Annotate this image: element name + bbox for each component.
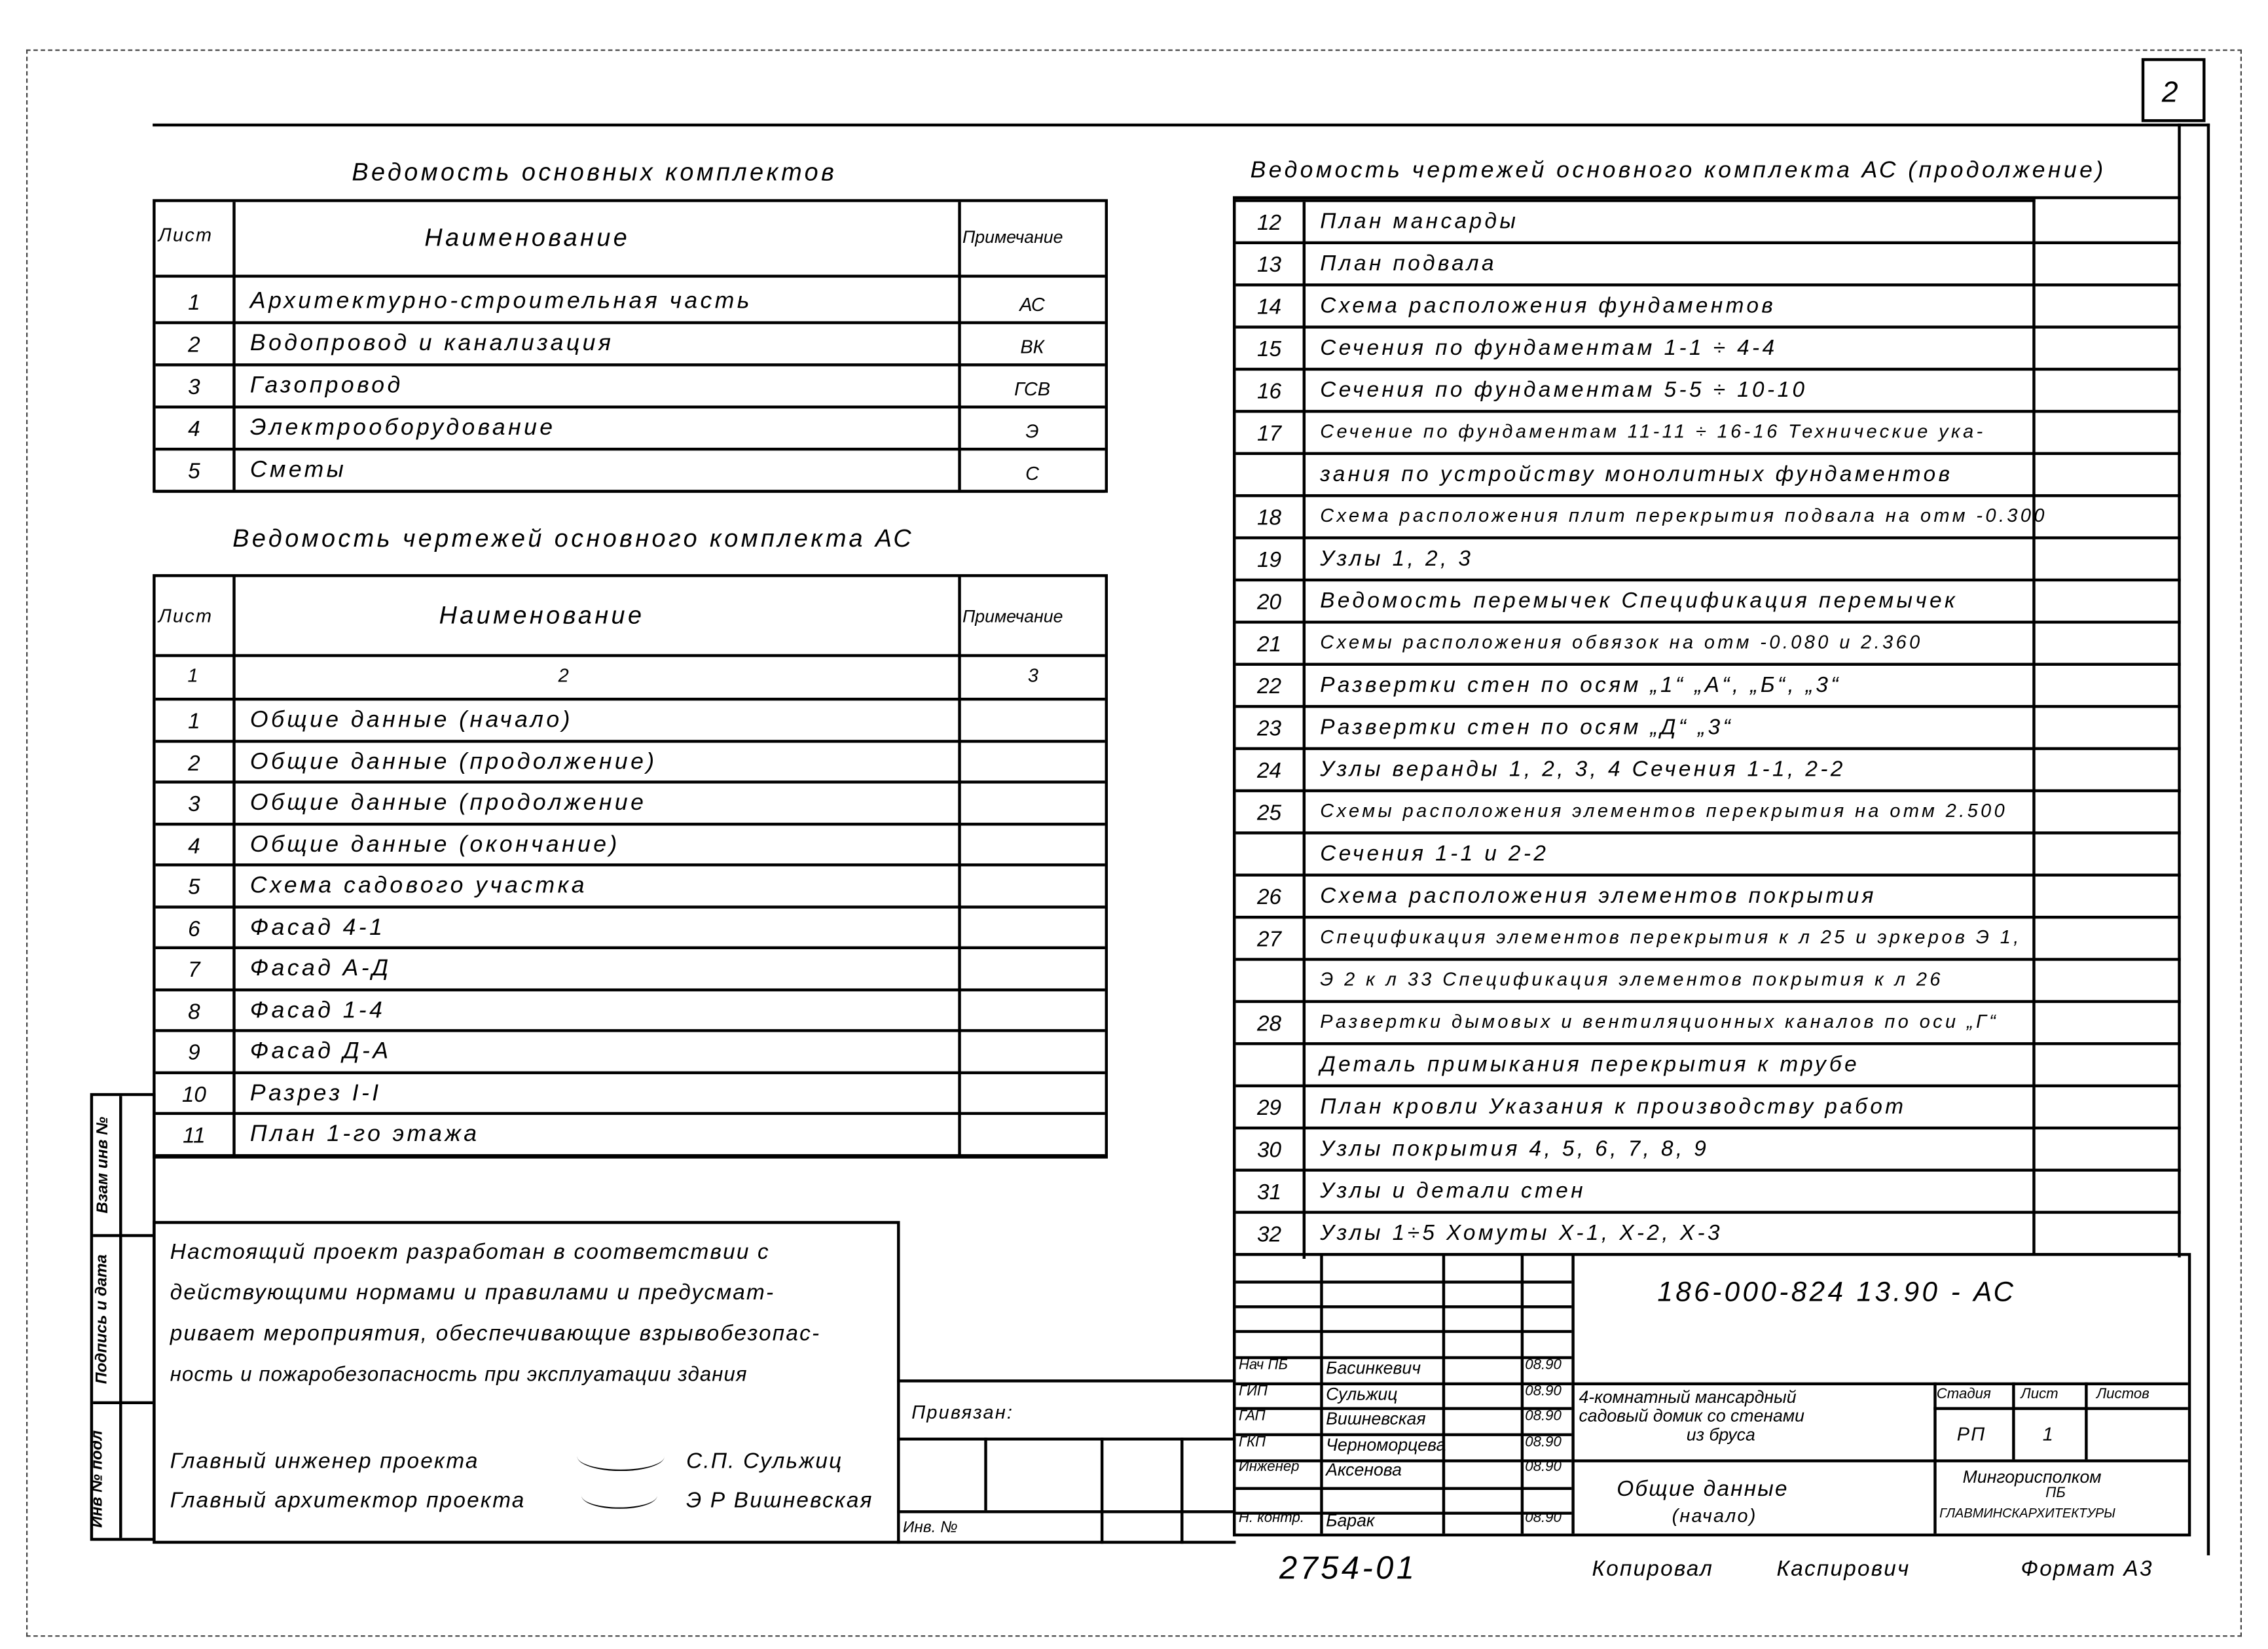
table-row [156,866,1105,907]
drawings-cont-table [1233,199,2047,1256]
row-name: Схемы расположения обвязок на отм -0.080 и 2.360 [1320,630,1923,653]
table-row [156,825,1105,866]
table-row [1235,624,2180,666]
row-name: Водопровод и канализация [249,331,614,357]
row-name: Ведомость перемычек Спецификация перемычек [1320,589,1958,614]
note-line: действующими нормами и правилами и предусмат- [170,1280,775,1306]
table-row [1235,877,2180,918]
table-row [1235,413,2180,455]
table-row [1235,1172,2180,1214]
table-row [156,949,1105,990]
row-name: Деталь примыкания перекрытия к трубе [1320,1052,1860,1078]
row-number: 13 [1256,253,1282,278]
row-number: 17 [1256,421,1282,446]
building-name-line: из бруса [1686,1424,1755,1445]
row-name: План кровли Указания к производству работ [1320,1095,1907,1119]
sheet-title-sub: (начало) [1672,1504,1757,1527]
row-note: АС [1019,293,1045,316]
table-row [1235,202,2180,244]
row-name: Схема расположения фундаментов [1320,293,1776,319]
copied-label: Копировал [1592,1557,1714,1582]
row-name: Общие данные (начало) [249,708,573,733]
row-name: Сечения 1-1 и 2-2 [1320,841,1549,867]
organization-line: ПБ [2045,1485,2066,1502]
organization-line: ГЛАВМИНСКАРХИТЕКТУРЫ [1939,1506,2116,1521]
organization-line: Мингорисполком [1962,1466,2102,1487]
row-number: 4 [188,833,200,859]
table-row [1235,750,2180,792]
signer-name: Аксенова [1326,1459,1402,1480]
signer-role: Н. контр. [1238,1510,1305,1527]
signer-date: 08.90 [1525,1434,1562,1450]
row-number: 8 [188,999,200,1024]
row-name: Общие данные (продолжение [249,790,647,816]
row-note: Э [1025,420,1039,443]
table-row [1235,1003,2180,1045]
row-name: Сечения по фундаментам 1-1 ÷ 4-4 [1320,335,1778,361]
row-number: 18 [1256,505,1282,531]
header-name: Наименование [439,602,645,630]
row-number: 5 [188,875,200,900]
signature-mark [577,1442,665,1471]
table-row [156,784,1105,825]
sheet-label: Лист [2021,1386,2058,1403]
building-name-line: 4-комнатный мансардный [1579,1386,1797,1407]
signature-mark [581,1483,657,1509]
table-row [156,1115,1105,1156]
table-row [1235,286,2180,328]
signer-name: Черноморцева [1326,1434,1446,1455]
drawings-cont-title: Ведомость чертежей основного комплекта АС (продолжение) [1250,158,2106,183]
table-row [156,990,1105,1032]
row-number: 2 [188,750,200,776]
row-name: Узлы и детали стен [1320,1178,1586,1204]
side-stamp-replace: Взам инв № [94,1116,112,1214]
title-block [1233,1253,2191,1536]
row-number: 21 [1256,632,1282,657]
table-row [156,450,1105,492]
row-name: Э 2 к л 33 Спецификация элементов покрытия к л 26 [1320,968,1943,990]
grid-line [1235,1487,1571,1490]
chief-engineer-name: С.П. Сульжиц [686,1449,843,1474]
row-number: 16 [1256,379,1282,405]
row-number: 25 [1256,801,1282,826]
row-number: 30 [1256,1138,1282,1163]
table-row [1235,1045,2180,1087]
row-name: Сметы [249,458,347,483]
grid-line [1235,1330,1571,1333]
row-number: 5 [188,459,200,484]
table-row [1235,961,2180,1003]
row-name: Узлы веранды 1, 2, 3, 4 Сечения 1-1, 2-2 [1320,757,1846,782]
sheets-label: Листов [2096,1386,2149,1403]
grid-line [1235,1305,1571,1308]
note-box [153,1221,900,1544]
row-name: Сечение по фундаментам 11-11 ÷ 16-16 Технические ука- [1320,420,1986,443]
row-note: ГСВ [1014,378,1050,400]
chief-architect-label: Главный архитектор проекта [170,1488,526,1513]
signer-role: Инженер [1238,1459,1300,1476]
row-number: 11 [183,1123,206,1149]
signer-name: Вишневская [1326,1408,1426,1429]
row-number: 23 [1256,716,1282,742]
row-number: 22 [1256,674,1282,700]
row-number: 26 [1256,885,1282,911]
row-number: 24 [1256,759,1282,784]
table-row [156,1074,1105,1115]
row-name: Развертки дымовых и вентиляционных каналов по оси „Г“ [1320,1010,1999,1032]
table-row [156,1032,1105,1074]
inv-label: Инв. № [902,1519,958,1537]
row-name: План 1-го этажа [249,1122,480,1147]
grid-line [1235,1280,1571,1283]
row-name: Схема садового участка [249,873,588,899]
table-row [1235,455,2180,497]
binding-label: Привязан: [911,1401,1014,1423]
row-name: Электрооборудование [249,416,556,441]
chief-engineer-label: Главный инженер проекта [170,1449,479,1474]
row-name: Сечения по фундаментам 5-5 ÷ 10-10 [1320,378,1808,403]
row-number: 28 [1256,1011,1282,1037]
document-code: 186-000-824 13.90 - АС [1657,1277,2017,1309]
row-number: 14 [1256,295,1282,320]
col-number-1: 1 [187,664,200,687]
grid-line [1235,1383,1571,1385]
row-name: План мансарды [1320,209,1519,234]
row-name: Фасад А-Д [249,956,392,981]
sheet-number-box [2142,58,2206,122]
table-row [1235,371,2180,412]
row-number: 7 [188,958,200,983]
chief-architect-name: Э Р Вишневская [686,1488,873,1513]
row-number: 1 [188,709,200,734]
col-number-3: 3 [1027,664,1040,687]
row-name: зания по устройству монолитных фундаментов [1320,462,1953,487]
table-row [156,282,1105,324]
format-label: Формат А3 [2021,1557,2153,1582]
table-row [1235,1087,2180,1129]
signer-role: ГИП [1238,1383,1268,1400]
signer-date: 08.90 [1525,1459,1562,1476]
row-name: Развертки стен по осям „1“ „А“, „Б“, „3“ [1320,673,1841,698]
table-row [1235,792,2180,834]
row-number: 10 [181,1082,206,1107]
row-name: Архитектурно-строительная часть [249,289,752,314]
side-stamp [90,1093,156,1541]
table-row [156,408,1105,450]
row-name: Разрез I-I [249,1080,382,1106]
table-row [1235,244,2180,286]
sheet-value: 1 [2042,1422,2055,1445]
row-name: Узлы покрытия 4, 5, 6, 7, 8, 9 [1320,1136,1710,1162]
sets-table-title: Ведомость основных комплектов [352,158,837,187]
row-number: 19 [1256,548,1282,573]
table-row [1235,666,2180,708]
row-number: 4 [188,417,200,443]
table-row [1235,918,2180,960]
side-stamp-signature: Подпись и дата [93,1254,111,1385]
row-number: 15 [1256,337,1282,362]
row-name: Спецификация элементов перекрытия к л 25 и эркеров Э 1, [1320,926,2022,948]
header-note: Примечание [962,606,1063,627]
signer-date: 08.90 [1525,1383,1562,1400]
row-name: Схемы расположения элементов перекрытия на отм 2.500 [1320,799,2008,822]
header-note: Примечание [962,227,1063,247]
table-row [1235,497,2180,539]
row-name: Общие данные (продолжение) [249,749,657,774]
signer-date: 08.90 [1525,1357,1562,1374]
row-name: Схема расположения элементов покрытия [1320,884,1876,909]
row-name: Фасад 1-4 [249,998,386,1023]
row-number: 29 [1256,1096,1282,1121]
col-number-2: 2 [558,664,570,687]
signer-name: Барак [1326,1510,1375,1531]
row-number: 27 [1256,927,1282,952]
row-name: План подвала [1320,251,1497,276]
row-name: Фасад Д-А [249,1039,392,1064]
row-name: Развертки стен по осям „Д“ „3“ [1320,715,1734,740]
note-line: Настоящий проект разработан в соответствии с [170,1240,770,1265]
signer-role: ГАП [1238,1408,1266,1425]
drawings-table-title: Ведомость чертежей основного комплекта АС [232,524,915,553]
row-number: 3 [188,374,200,400]
table-row [156,908,1105,949]
sheet-title: Общие данные [1617,1477,1789,1502]
building-name-line: садовый домик со стенами [1579,1405,1804,1426]
row-number: 2 [188,333,200,358]
signer-role: ГКП [1238,1434,1266,1450]
table-row [1235,581,2180,623]
table-row [156,742,1105,784]
stage-label: Стадия [1936,1386,1991,1403]
signer-date: 08.90 [1525,1510,1562,1527]
table-row [156,324,1105,366]
table-row [1235,329,2180,371]
header-name: Наименование [424,223,631,252]
copied-name: Каспирович [1776,1557,1911,1582]
note-line: ность и пожаробезопасность при эксплуатации здания [170,1362,748,1386]
row-name: Узлы 1, 2, 3 [1320,546,1474,571]
sets-table [153,199,1108,493]
row-number: 1 [188,291,200,316]
row-name: Узлы 1÷5 Хомуты Х-1, Х-2, Х-3 [1320,1221,1723,1246]
row-name: Общие данные (окончание) [249,832,620,857]
table-row [1235,539,2180,581]
inventory-number: 2754-01 [1279,1549,1418,1586]
row-number: 12 [1256,210,1282,236]
signer-name: Басинкевич [1326,1357,1421,1379]
row-number: 31 [1256,1180,1282,1205]
table-row [1235,708,2180,750]
row-number: 20 [1256,590,1282,615]
sheet-number: 2 [2161,77,2182,109]
note-line: ривает мероприятия, обеспечивающие взрывобезопас- [170,1321,821,1347]
drawings-table [153,574,1108,1159]
row-number: 9 [188,1040,200,1066]
binding-block [897,1379,1235,1544]
table-row [1235,1214,2180,1256]
signer-date: 08.90 [1525,1408,1562,1425]
row-name: Фасад 4-1 [249,915,386,940]
row-name: Газопровод [249,373,403,399]
row-note: ВК [1020,335,1044,358]
row-name: Схема расположения плит перекрытия подвала на отм -0.300 [1320,504,2047,526]
table-row [156,367,1105,408]
row-number: 6 [188,916,200,941]
table-row [156,700,1105,742]
row-number: 3 [188,792,200,817]
header-sheet: Лист [158,604,213,627]
table-row [1235,1129,2180,1171]
side-stamp-inv: Инв № подл [88,1430,107,1528]
table-row [1235,835,2180,877]
row-note: С [1025,462,1039,484]
row-number: 32 [1256,1222,1282,1248]
stage-value: РП [1956,1422,1986,1445]
header-sheet: Лист [158,223,213,246]
signer-name: Сульжиц [1326,1383,1398,1404]
signer-role: Нач ПБ [1238,1357,1288,1374]
